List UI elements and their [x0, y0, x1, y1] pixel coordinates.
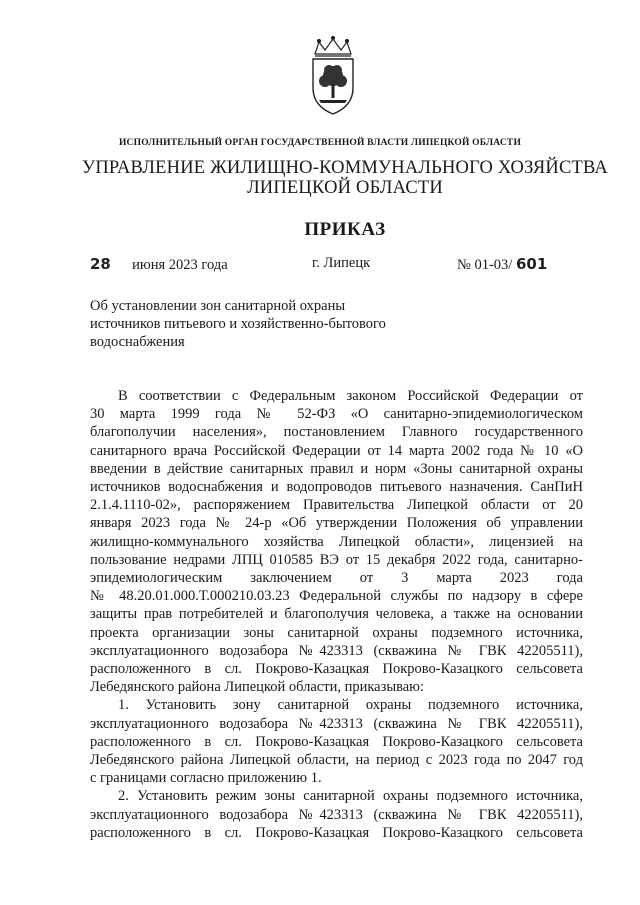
- subject-line: Об установлении зон санитарной охраны: [90, 298, 346, 314]
- date-text: июня 2023 года: [132, 257, 228, 273]
- subject-line: источников питьевого и хозяйственно-бытового: [90, 316, 386, 332]
- body-line: с границами согласно приложению 1.: [90, 770, 322, 787]
- body-line: 1. Установить зону санитарной охраны подземного источника,: [118, 697, 583, 714]
- body-line: В соответствии с Федеральным законом Российской Федерации от: [118, 388, 583, 404]
- body-line: эпидемиологическим заключением от 3 марта 2023 года: [90, 570, 583, 587]
- order-body: [90, 387, 583, 842]
- order-item-2: [90, 787, 583, 842]
- body-line: эксплуатационного водозабора №423313 (скважина № ГВК 42205511),: [90, 715, 583, 732]
- body-line: Лебедянского района Липецкой области, на период с 2023 года по 2047 год: [90, 752, 583, 769]
- handwritten-day: 28: [90, 255, 111, 273]
- body-line: Лебедянского района Липецкой области, приказываю:: [90, 679, 425, 696]
- document-number: [457, 255, 547, 274]
- body-line: 2.1.4.1110-02», распоряжением Правительства Липецкой области от 20: [90, 497, 583, 514]
- body-line: жилищно-коммунального хозяйства Липецкой области», лицензией на: [90, 533, 583, 550]
- department-name-line: ЛИПЕЦКОЙ ОБЛАСТИ: [247, 178, 443, 198]
- body-line: эксплуатационного водозабора №423313 (скважина № ГВК 42205511),: [90, 806, 583, 823]
- body-line: благополучии населения», постановлением Главного государственного: [90, 424, 583, 441]
- order-subject: [90, 297, 420, 351]
- number-prefix: № 01-03/: [457, 257, 513, 273]
- order-item-1: [90, 696, 583, 787]
- body-line: № 48.20.01.000.Т.000210.03.23 Федеральной службы по надзору в сфере: [90, 588, 583, 605]
- department-name-line: УПРАВЛЕНИЕ ЖИЛИЩНО-КОММУНАЛЬНОГО ХОЗЯЙСТВА: [82, 158, 608, 178]
- body-line: источников водоснабжения и водопроводов питьевого назначения. СанПиН: [90, 479, 583, 496]
- preamble-paragraph: [90, 387, 583, 696]
- body-line: расположенного в сл. Покрово-Казацкая Покрово-Казацкого сельсовета: [90, 661, 583, 678]
- document-city: г. Липецк: [312, 255, 371, 271]
- body-line: 30 марта 1999 года № 52-ФЗ «О санитарно-эпидемиологическом: [90, 406, 583, 423]
- issuing-authority: ИСПОЛНИТЕЛЬНЫЙ ОРГАН ГОСУДАРСТВЕННОЙ ВЛАСТИ ЛИПЕЦКОЙ ОБЛАСТИ: [118, 138, 522, 148]
- coat-of-arms-emblem: [303, 36, 363, 116]
- document-date: [90, 255, 228, 274]
- body-line: расположенного в сл. Покрово-Казацкая Покрово-Казацкого сельсовета: [90, 733, 583, 750]
- body-line: 2. Установить режим зоны санитарной охраны подземного источника,: [118, 788, 583, 805]
- body-line: санитарного врача Российской Федерации от 14 марта 2002 года № 10 «О: [90, 442, 583, 459]
- body-line: защиты прав потребителей и благополучия человека, а также на основании: [90, 606, 583, 623]
- department-name: [0, 158, 640, 198]
- subject-line: водоснабжения: [90, 334, 185, 350]
- body-line: введении в действие санитарных правил и норм «Зоны санитарной охраны: [90, 460, 583, 477]
- document-type-title: ПРИКАЗ: [304, 219, 386, 240]
- body-line: января 2023 года № 24-р «Об утверждении Положения об управлении: [90, 515, 583, 532]
- handwritten-number: 601: [515, 255, 548, 273]
- body-line: проекта организации зоны санитарной охраны подземного источника,: [90, 624, 583, 641]
- body-line: эксплуатационного водозабора №423313 (скважина № ГВК 42205511),: [90, 642, 583, 659]
- body-line: расположенного в сл. Покрово-Казацкая Покрово-Казацкого сельсовета: [90, 824, 583, 841]
- body-line: пользование недрами ЛПЦ 010585 ВЭ от 15 декабря 2022 года, санитарно-: [90, 551, 583, 568]
